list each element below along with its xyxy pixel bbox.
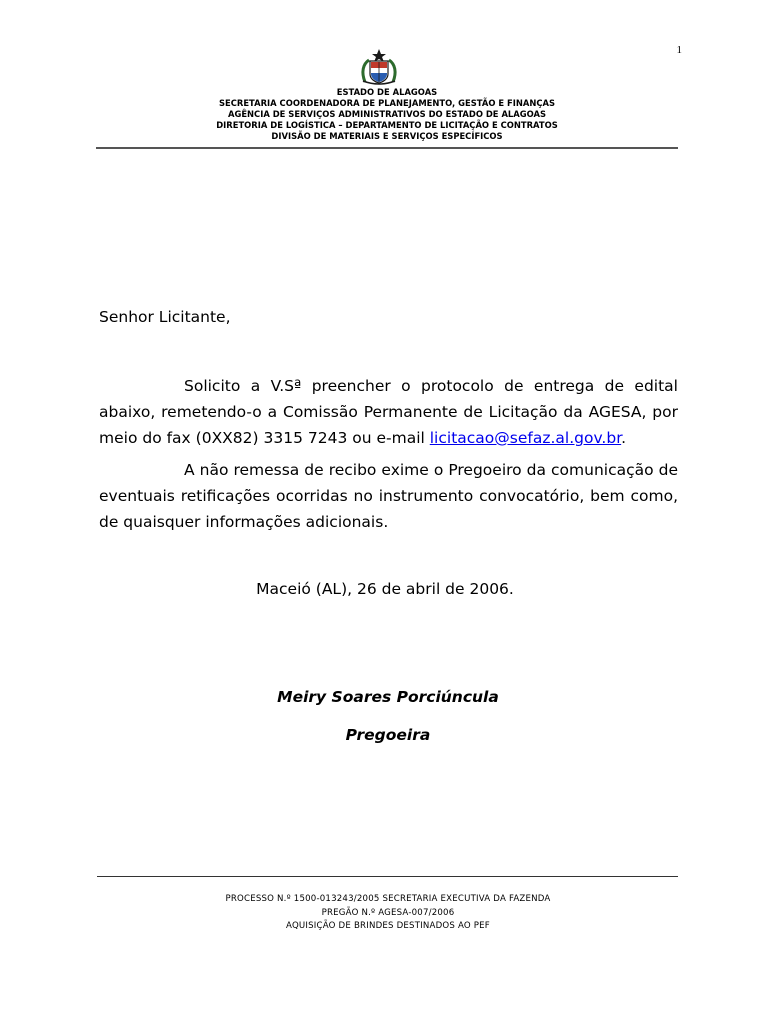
letterhead-line: AGÊNCIA DE SERVIÇOS ADMINISTRATIVOS DO ESTADO DE ALAGOAS [227,109,547,119]
letterhead-line: SECRETARIA COORDENADORA DE PLANEJAMENTO, GESTÃO E FINANÇAS [218,98,555,108]
page-number: 1 [676,44,682,56]
paragraph-notice [99,457,678,535]
footer-line: PREGÃO N.º AGESA-007/2006 [321,907,455,918]
paragraph-request [99,373,678,451]
email-link[interactable]: licitacao@sefaz.al.gov.br [429,429,622,447]
footer-divider [97,876,678,877]
signer-role: Pregoeira [345,726,431,744]
letterhead-line: DIVISÃO DE MATERIAIS E SERVIÇOS ESPECÍFICOS [271,131,503,141]
letterhead [96,87,678,142]
paragraph-request-end: . [621,429,627,447]
state-coat-of-arms-icon [359,48,399,86]
salutation: Senhor Licitante, [99,308,231,326]
signer-name: Meiry Soares Porciúncula [277,688,499,706]
place-date: Maceió (AL), 26 de abril de 2006. [256,580,514,598]
footer [0,893,770,934]
letterhead-line: DIRETORIA DE LOGÍSTICA – DEPARTAMENTO DE LICITAÇÃO E CONTRATOS [216,120,558,130]
letterhead-line: ESTADO DE ALAGOAS [336,87,438,97]
paragraph-notice-text: A não remessa de recibo exime o Pregoeiro da comunicação de eventuais retificações ocorridas no instrumento convocatório, bem como, de quaisquer informações adicionais. [99,461,678,531]
footer-line: PROCESSO N.º 1500-013243/2005 SECRETARIA EXECUTIVA DA FAZENDA [225,894,551,904]
header-divider [96,147,678,149]
paragraph-request-text: Solicito a V.Sª preencher o protocolo de entrega de edital abaixo, remetendo-o a Comissão Permanente de Licitação da AGESA, por meio do fax (0XX82) 3315 7243 ou e-mail [99,377,678,447]
footer-line: AQUISIÇÃO DE BRINDES DESTINADOS AO PEF [286,921,490,931]
